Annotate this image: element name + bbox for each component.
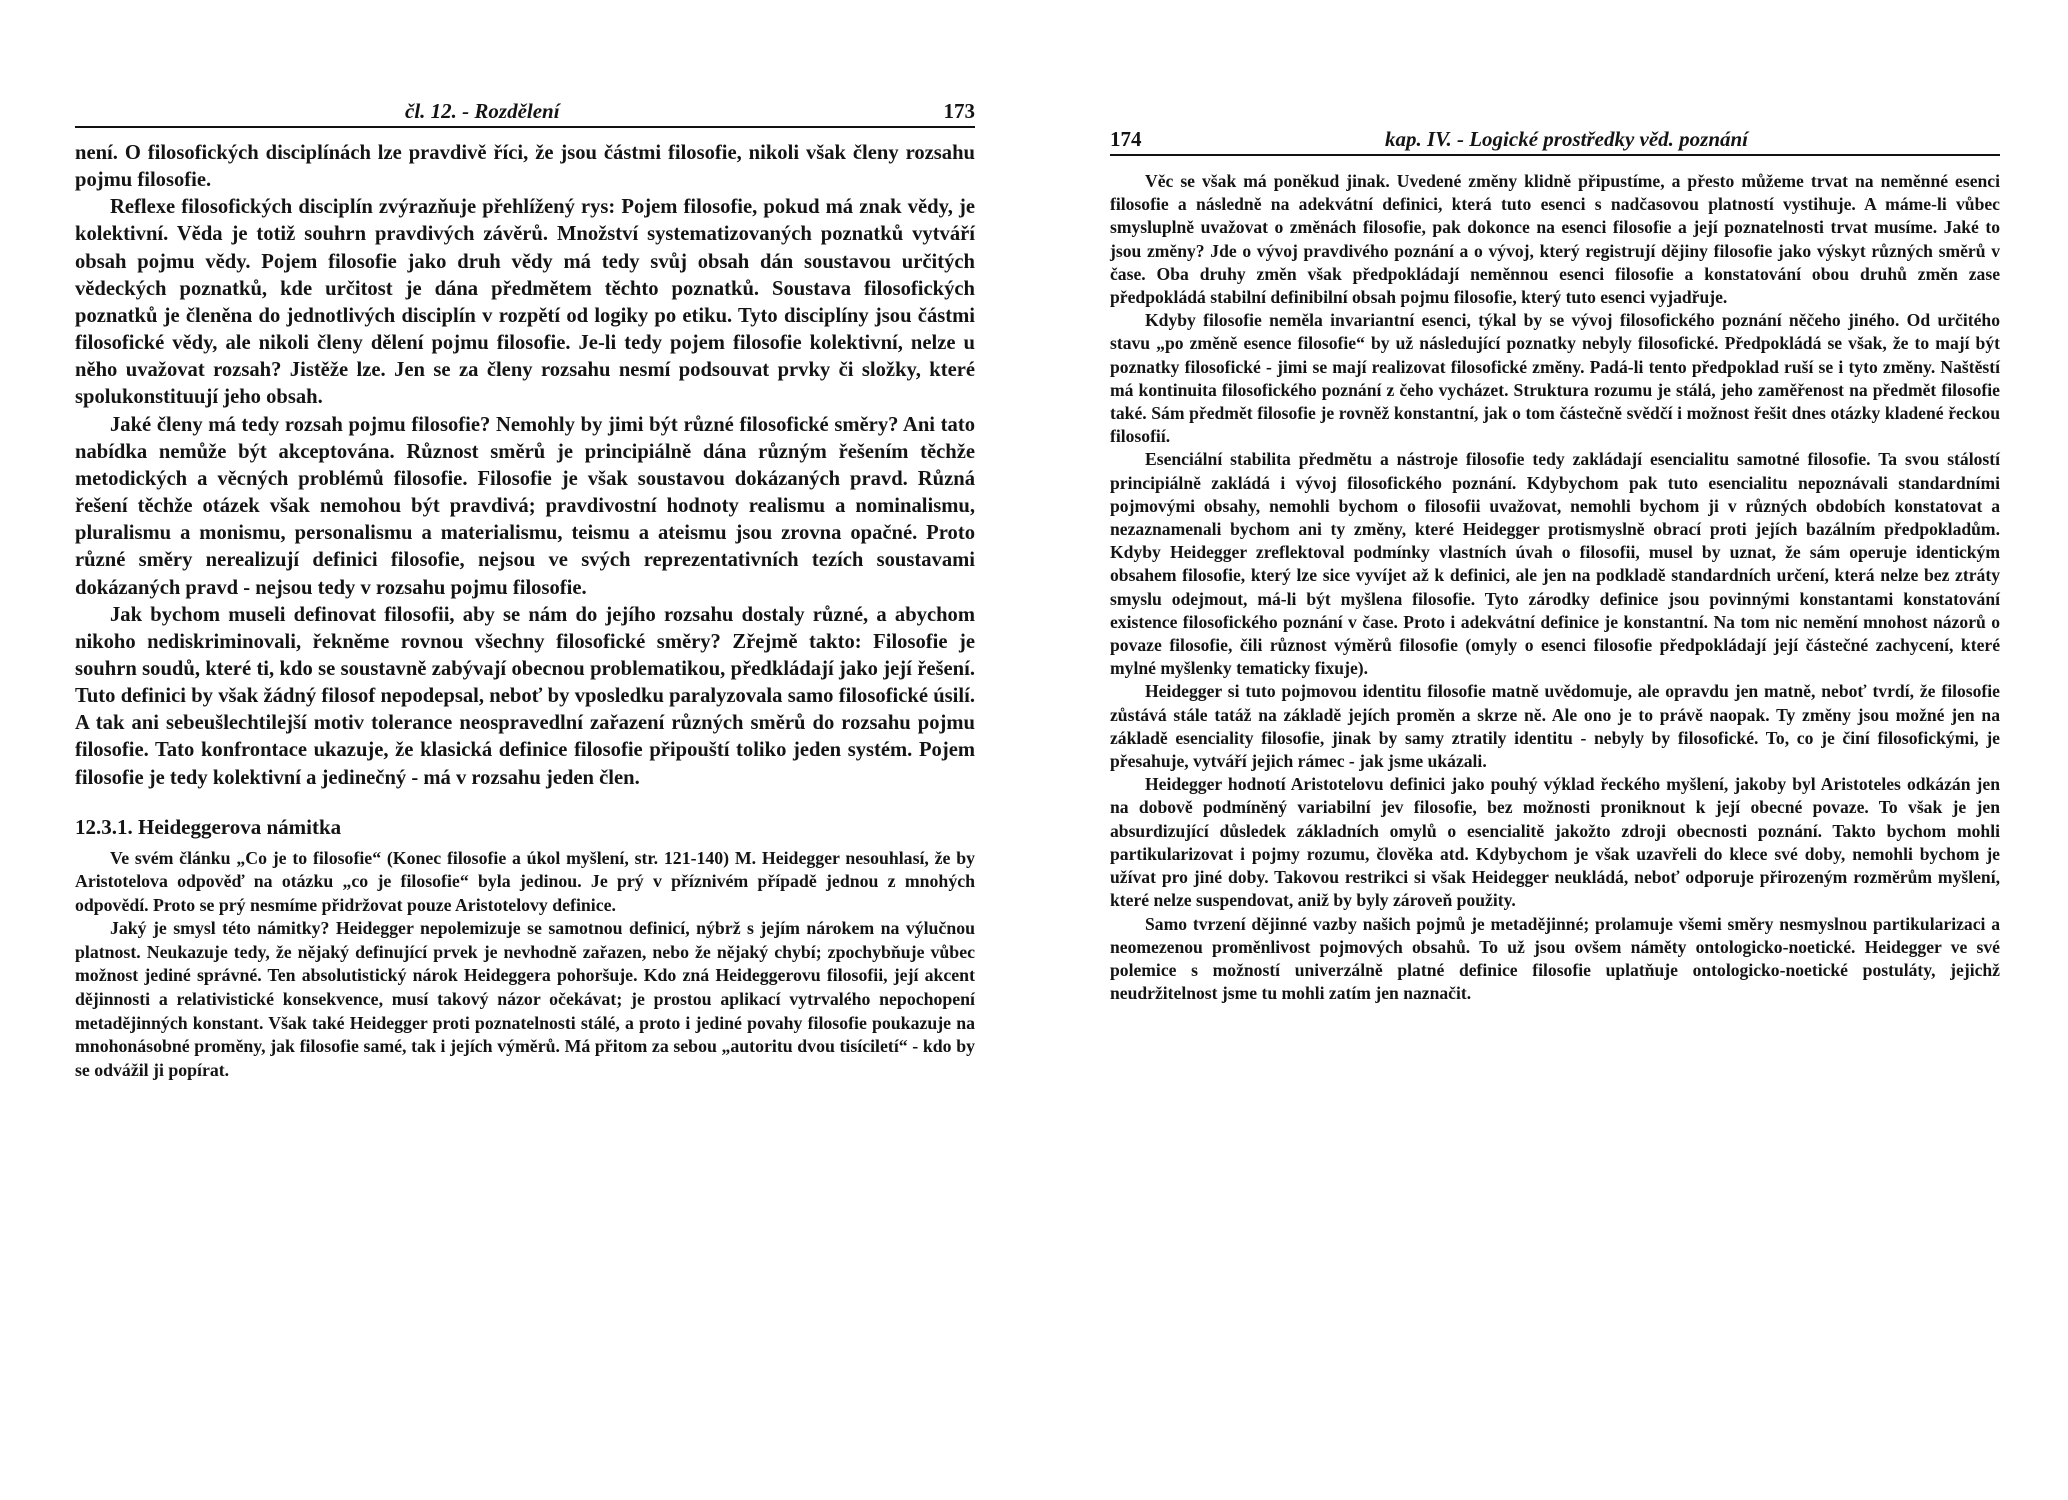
paragraph-small: Jaký je smysl této námitky? Heidegger nepolemizuje se samotnou definicí, nýbrž s jejím nárokem na výlučnou platnost. Neukazuje tedy, že nějaký definující prvek je nevhodně zařazen, nebo že nějaký chybí; zpochybňuje vůbec možnost jediné správné. Ten absolutistický nárok Heideggera pohoršuje. Kdo zná Heideggerovu filosofii, její akcent dějinnosti a relativistické konsekvence, musí takový názor očekávat; je prostou aplikací vytrvalého nepochopení metadějinných konstant. Však také Heidegger proti poznatelnosti stálé, a proto i jediné povahy filosofie poukazuje na mnohonásobné proměny, jak filosofie samé, tak i jejích výměrů. Má přitom za sebou „autoritu dvou tisíciletí“ - kdo by se odvážil ji popírat. [75,918,975,1080]
paragraph: Reflexe filosofických disciplín zvýrazňuje přehlížený rys: Pojem filosofie, pokud má znak vědy, je kolektivní. Věda je totiž souhrn pravdivých závěrů. Množství systematizovaných poznatků vytváří obsah pojmu vědy. Pojem filosofie jako druh vědy má tedy svůj obsah dán soustavou určitých vědeckých poznatků, kde určitost je dána předmětem těchto poznatků. Soustava filosofických poznatků je členěna do jednotlivých disciplín v rozpětí od logiky po etiku. Tyto disciplíny jsou částmi filosofické vědy, ale nikoli členy dělení pojmu filosofie. Je-li tedy pojem filosofie kolektivní, nelze u něho uvažovat rozsah? Jistěže lze. Jen se za členy rozsahu nesmí podsouvat prvky či složky, které spolukonstituují jeho obsah. [75,196,975,409]
left-running-head-title: čl. 12. - Rozdělení [405,99,560,123]
left-page-number: 173 [943,99,975,123]
paragraph: Věc se však má poněkud jinak. Uvedené změny klidně připustíme, a přesto můžeme trvat na neměnné esenci filosofie a následně na adekvátní definici, která tuto esenci s nadčasovou platností vystihuje. A máme-li vůbec smysluplně uvažovat o změnách filosofie, pak dokonce na esenci filosofie a její poznatelnosti trvat musíme. Jaké to jsou změny? Jde o vývoj pravdivého poznání a o vývoj, který registrují dějiny filosofie jako výskyt různých směrů v čase. Oba druhy změn však předpokládají neměnnou esenci filosofie a konstatování obou druhů změn zase předpokládá stabilní definibilní obsah pojmu filosofie, který tuto esenci vyjadřuje. [1110,171,2000,308]
left-body-text [75,140,975,1082]
paragraph: Jaké členy má tedy rozsah pojmu filosofie? Nemohly by jimi být různé filosofické směry? Ani tato nabídka nemůže být akceptována. Různost směrů je principiálně dána různým řešením těchže metodických a věcných problémů filosofie. Filosofie je však soustavou dokázaných pravd. Různá řešení těchže otázek však nemohou být pravdivá; pravdivostní hodnoty realismu a nominalismu, pluralismu a monismu, personalismu a materialismu, teismu a ateismu jsou zrovna opačné. Proto různé směry nerealizují definici filosofie, nejsou ve svých reprezentativních tezích soustavami dokázaných pravd - nejsou tedy v rozsahu pojmu filosofie. [75,413,975,599]
right-running-head [1110,124,2000,156]
paragraph: není. O filosofických disciplínách lze pravdivě říci, že jsou částmi filosofie, nikoli však členy rozsahu pojmu filosofie. [75,142,975,192]
left-page [75,0,975,1082]
right-page-number: 174 [1110,127,1142,151]
right-page [1110,0,2000,1005]
paragraph-small: Ve svém článku „Co je to filosofie“ (Konec filosofie a úkol myšlení, str. 121-140) M. Heidegger nesouhlasí, že by Aristotelova odpověď na otázku „co je filosofie“ byla jedinou. Je prý v příznivém případě jednou z mnohých odpovědí. Proto se prý nesmíme přidržovat pouze Aristotelovy definice. [75,847,975,915]
paragraph: Kdyby filosofie neměla invariantní esenci, týkal by se vývoj filosofického poznání něčeho jiného. Od určitého stavu „po změně esence filosofie“ by už následující poznatky nebyly filosofické. Předpokládá se však, že to mají být poznatky filosofické - jimi se mají realizovat filosofické změny. Padá-li tento předpoklad ruší se i tyto změny. Naštěstí má kontinuita filosofického poznání z čeho vycházet. Struktura rozumu je stálá, jeho zaměřenost na předmět filosofie také. Sám předmět filosofie je rovněž konstantní, jak o tom částečně svědčí i možnost řešit dnes otázky kladené řeckou filosofií. [1110,310,2000,447]
right-running-head-title: kap. IV. - Logické prostředky věd. poznání [1385,127,1749,151]
left-running-head [75,96,975,128]
paragraph: Esenciální stabilita předmětu a nástroje filosofie tedy zakládají esencialitu samotné filosofie. Ta svou stálostí principiálně zakládá i vývoj filosofického poznání. Kdybychom pak tuto esencialitu nepoznávali standardními pojmovými obsahy, nemohli bychom o filosofii uvažovat, nemohli bychom ji v různých obdobích konstatovat a nezaznamenali bychom ani ty změny, které Heidegger protismyslně obrací proti jejích bazálním předpokladům. Kdyby Heidegger zreflektoval podmínky vlastních úvah o filosofii, musel by uznat, že sám operuje identickým obsahem filosofie, který lze sice vyvíjet až k definici, ale jen na podkladě standardních určení, která nelze bez ztráty smyslu odejmout, má-li být myšlena filosofie. Tyto zárodky definice jsou povinnými konstantami konstatování existence filosofického poznání v čase. Proto i adekvátní definice je konstantní. Na tom nic nemění mnohost názorů o povaze filosofie, čili různost výměrů filosofie (omyly o esenci filosofie předpokládají její částečné zachycení, které mylné myšlenky tematicky fixuje). [1110,449,2000,679]
paragraph: Jak bychom museli definovat filosofii, aby se nám do jejího rozsahu dostaly různé, a abychom nikoho nediskriminovali, řekněme rovnou všechny filosofické směry? Zřejmě takto: Filosofie je souhrn soudů, které ti, kdo se soustavně zabývají obecnou problematikou, předkládají jako její řešení. Tuto definici by však žádný filosof nepodepsal, neboť by vposledku paralyzovala samo filosofické úsilí. A tak ani sebeušlechtilejší motiv tolerance neospravedlní zařazení různých směrů do rozsahu pojmu filosofie. Tato konfrontace ukazuje, že klasická definice filosofie připouští toliko jeden systém. Pojem filosofie je tedy kolektivní a jedinečný - má v rozsahu jeden člen. [75,603,975,789]
paragraph: Samo tvrzení dějinné vazby našich pojmů je metadějinné; prolamuje všemi směry nesmyslnou partikularizaci a neomezenou proměnlivost pojmových obsahů. To už jsou ovšem náměty ontologicko-noetické. Heidegger ve své polemice s možností univerzálně platné definice filosofie uplatňuje ontologicko-noetické postuláty, jejichž neudržitelnost jsme tu mohli zatím jen naznačit. [1110,913,2000,1004]
paragraph: Heidegger hodnotí Aristotelovu definici jako pouhý výklad řeckého myšlení, jakoby byl Aristoteles odkázán jen na dobově podmíněný variabilní jev filosofie, bez možnosti proniknout k její obecné povaze. To však je jen absurdizující důsledek základních omylů o esencialitě jakožto zdroji obecnosti poznání. Takto bychom mohli partikularizovat i pojmy rozumu, člověka atd. Kdybychom je však uzavřeli do klece své doby, nemohli bychom je užívat pro jiné doby. Takovou restrikci si však Heidegger neukládá, neboť odporuje přirozeným rozměrům myšlení, které nelze suspendovat, aniž by byly zároveň použity. [1110,774,2000,911]
paragraph: Heidegger si tuto pojmovou identitu filosofie matně uvědomuje, ale opravdu jen matně, neboť tvrdí, že filosofie zůstává stále tatáž na základě jejích proměn a skrze ně. Ale ono je to právě naopak. Ty změny jsou možné jen na základě esenciality filosofie, jinak by samy ztratily identitu - nebyly by filosofické. To, co je činí filosofickými, je přesahuje, vytváří jejich rámec - jak jsme ukázali. [1110,681,2000,772]
section-heading: 12.3.1. Heideggerova námitka [75,814,342,839]
right-body-text [1110,170,2000,1005]
